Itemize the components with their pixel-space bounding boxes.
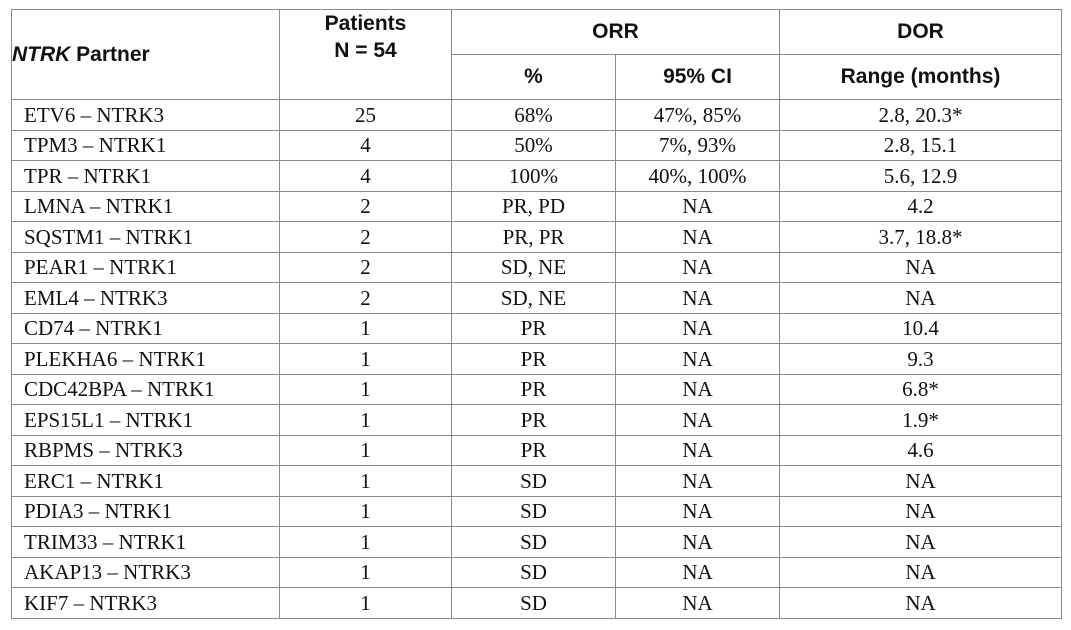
orr-cell: 100% — [452, 161, 616, 192]
table-row — [12, 496, 1062, 527]
partner-cell: KIF7 – NTRK3 — [12, 588, 280, 619]
partner-cell: EML4 – NTRK3 — [12, 283, 280, 314]
patients-cell: 1 — [280, 435, 452, 466]
dor-range-cell: 2.8, 20.3* — [780, 100, 1062, 131]
table-row — [12, 252, 1062, 283]
patients-column-header — [280, 10, 452, 100]
table-row — [12, 588, 1062, 619]
patients-cell: 1 — [280, 405, 452, 436]
patients-header-line1: Patients — [324, 12, 407, 35]
ci-cell: 7%, 93% — [616, 130, 780, 161]
partner-cell: CDC42BPA – NTRK1 — [12, 374, 280, 405]
patients-cell: 2 — [280, 252, 452, 283]
orr-cell: PR — [452, 435, 616, 466]
ci-cell: NA — [616, 191, 780, 222]
orr-cell: SD — [452, 588, 616, 619]
orr-cell: 68% — [452, 100, 616, 131]
patients-cell: 1 — [280, 527, 452, 558]
dor-range-cell: 4.2 — [780, 191, 1062, 222]
dor-range-cell: NA — [780, 557, 1062, 588]
ci-cell: NA — [616, 252, 780, 283]
table-row — [12, 466, 1062, 497]
ci-cell: 47%, 85% — [616, 100, 780, 131]
partner-cell: LMNA – NTRK1 — [12, 191, 280, 222]
ci-cell: NA — [616, 222, 780, 253]
table-row — [12, 557, 1062, 588]
ci-cell: NA — [616, 313, 780, 344]
dor-range-cell: 5.6, 12.9 — [780, 161, 1062, 192]
table-header — [12, 10, 1062, 100]
table-row — [12, 130, 1062, 161]
dor-range-header: Range (months) — [780, 55, 1062, 100]
orr-ci-header: 95% CI — [616, 55, 780, 100]
partner-cell: PLEKHA6 – NTRK1 — [12, 344, 280, 375]
partner-cell: ERC1 – NTRK1 — [12, 466, 280, 497]
partner-cell: AKAP13 – NTRK3 — [12, 557, 280, 588]
table-row — [12, 161, 1062, 192]
dor-range-cell: 6.8* — [780, 374, 1062, 405]
partner-cell: TRIM33 – NTRK1 — [12, 527, 280, 558]
patients-cell: 1 — [280, 466, 452, 497]
partner-column-header — [12, 10, 280, 100]
dor-group-header: DOR — [780, 10, 1062, 55]
partner-cell: CD74 – NTRK1 — [12, 313, 280, 344]
orr-cell: SD, NE — [452, 252, 616, 283]
table-body — [12, 100, 1062, 619]
dor-range-cell: 3.7, 18.8* — [780, 222, 1062, 253]
patients-cell: 1 — [280, 344, 452, 375]
patients-cell: 1 — [280, 588, 452, 619]
dor-range-cell: NA — [780, 527, 1062, 558]
orr-cell: SD, NE — [452, 283, 616, 314]
orr-cell: PR, PD — [452, 191, 616, 222]
dor-range-cell: 1.9* — [780, 405, 1062, 436]
ci-cell: NA — [616, 435, 780, 466]
ci-cell: 40%, 100% — [616, 161, 780, 192]
orr-cell: PR — [452, 405, 616, 436]
partner-cell: RBPMS – NTRK3 — [12, 435, 280, 466]
partner-header-rest: Partner — [70, 42, 150, 66]
dor-range-cell: NA — [780, 252, 1062, 283]
patients-cell: 1 — [280, 496, 452, 527]
partner-cell: TPR – NTRK1 — [12, 161, 280, 192]
patients-header-line2: N = 54 — [334, 39, 397, 62]
table-row — [12, 435, 1062, 466]
patients-cell: 1 — [280, 313, 452, 344]
ci-cell: NA — [616, 374, 780, 405]
table-row — [12, 191, 1062, 222]
dor-range-cell: 10.4 — [780, 313, 1062, 344]
patients-cell: 4 — [280, 161, 452, 192]
partner-cell: PEAR1 – NTRK1 — [12, 252, 280, 283]
orr-cell: SD — [452, 466, 616, 497]
dor-range-cell: 2.8, 15.1 — [780, 130, 1062, 161]
partner-cell: PDIA3 – NTRK1 — [12, 496, 280, 527]
orr-cell: SD — [452, 527, 616, 558]
table-row — [12, 313, 1062, 344]
patients-cell: 25 — [280, 100, 452, 131]
ci-cell: NA — [616, 466, 780, 497]
table-row — [12, 222, 1062, 253]
patients-cell: 1 — [280, 374, 452, 405]
patients-cell: 4 — [280, 130, 452, 161]
dor-range-cell: 9.3 — [780, 344, 1062, 375]
dor-range-cell: NA — [780, 588, 1062, 619]
ntrk-partner-table — [11, 9, 1062, 619]
patients-cell: 1 — [280, 557, 452, 588]
orr-cell: PR, PR — [452, 222, 616, 253]
partner-header-italic: NTRK — [12, 42, 71, 66]
table-row — [12, 283, 1062, 314]
ci-cell: NA — [616, 527, 780, 558]
patients-cell: 2 — [280, 283, 452, 314]
partner-cell: EPS15L1 – NTRK1 — [12, 405, 280, 436]
ci-cell: NA — [616, 283, 780, 314]
partner-cell: SQSTM1 – NTRK1 — [12, 222, 280, 253]
ci-cell: NA — [616, 496, 780, 527]
orr-cell: PR — [452, 313, 616, 344]
orr-cell: PR — [452, 344, 616, 375]
table-row — [12, 405, 1062, 436]
table-row — [12, 344, 1062, 375]
orr-cell: SD — [452, 496, 616, 527]
ci-cell: NA — [616, 588, 780, 619]
dor-range-cell: NA — [780, 496, 1062, 527]
dor-range-cell: NA — [780, 283, 1062, 314]
orr-percent-header: % — [452, 55, 616, 100]
ci-cell: NA — [616, 405, 780, 436]
patients-cell: 2 — [280, 191, 452, 222]
table-row — [12, 100, 1062, 131]
orr-cell: PR — [452, 374, 616, 405]
table-row — [12, 374, 1062, 405]
orr-group-header: ORR — [452, 10, 780, 55]
orr-cell: SD — [452, 557, 616, 588]
table-row — [12, 527, 1062, 558]
partner-cell: ETV6 – NTRK3 — [12, 100, 280, 131]
partner-cell: TPM3 – NTRK1 — [12, 130, 280, 161]
dor-range-cell: 4.6 — [780, 435, 1062, 466]
ci-cell: NA — [616, 557, 780, 588]
dor-range-cell: NA — [780, 466, 1062, 497]
ci-cell: NA — [616, 344, 780, 375]
orr-cell: 50% — [452, 130, 616, 161]
patients-cell: 2 — [280, 222, 452, 253]
